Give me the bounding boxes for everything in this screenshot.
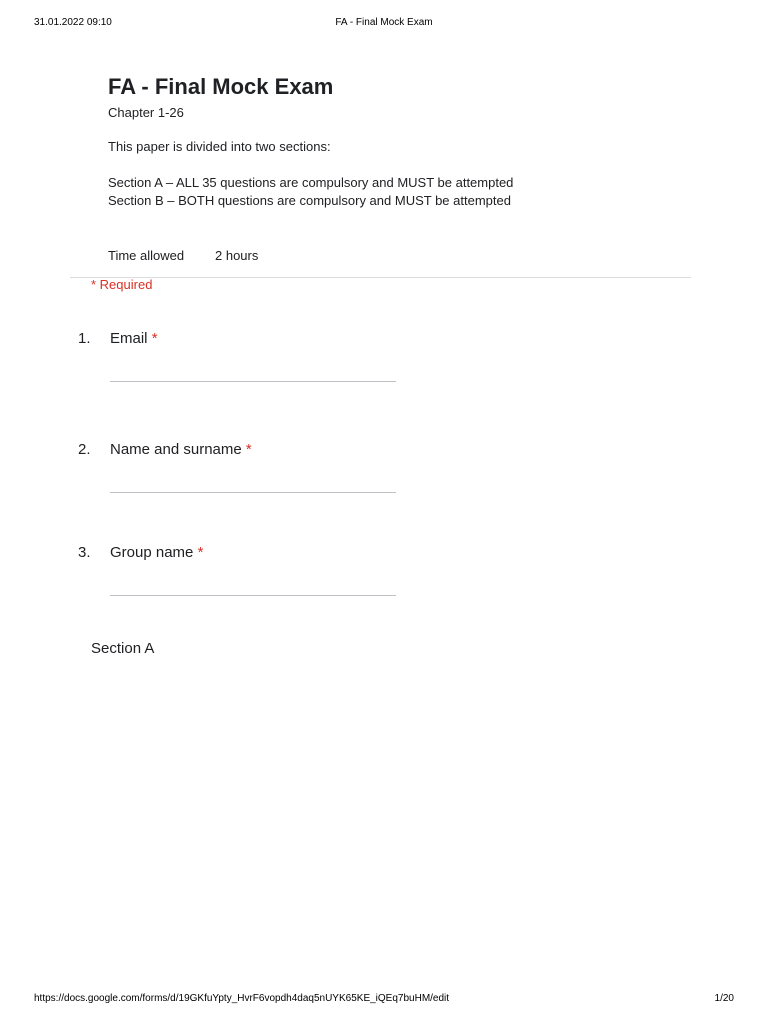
question-number: 1. (78, 330, 91, 347)
section-a-title: Section A (91, 640, 155, 657)
required-asterisk: * (151, 330, 158, 347)
description-intro: This paper is divided into two sections: (108, 139, 331, 154)
header-divider (70, 277, 691, 278)
description-section-a: Section A – ALL 35 questions are compulsory and MUST be attempted (108, 175, 514, 190)
question-label (110, 543, 203, 563)
question-label-text: Group name (110, 544, 194, 561)
question-label (110, 329, 158, 349)
form-subtitle: Chapter 1-26 (108, 105, 184, 120)
name-surname-input[interactable] (110, 462, 396, 493)
form-title: FA - Final Mock Exam (108, 74, 334, 99)
question-label-text: Email (110, 330, 148, 347)
print-footer (34, 993, 734, 1007)
group-name-input[interactable] (110, 565, 396, 596)
print-url: https://docs.google.com/forms/d/19GKfuYpty_HvrF6vopdh4daq5nUYK65KE_iQEq7buHM/edit (34, 993, 450, 1004)
required-asterisk: * (197, 544, 204, 561)
time-allowed-row (108, 247, 258, 265)
time-allowed-value: 2 hours (215, 248, 259, 263)
description-section-b: Section B – BOTH questions are compulsory and MUST be attempted (108, 193, 511, 208)
print-date: 31.01.2022 09:10 (34, 17, 112, 28)
email-input[interactable] (110, 351, 396, 382)
time-allowed-label: Time allowed (108, 248, 185, 263)
print-doc-title: FA - Final Mock Exam (335, 17, 433, 28)
required-asterisk: * (245, 441, 252, 458)
question-label (110, 440, 252, 460)
form-header (108, 73, 708, 122)
required-note: * Required (91, 277, 153, 292)
print-header (34, 17, 734, 31)
page-number: 1/20 (714, 993, 734, 1004)
question-label-text: Name and surname (110, 441, 242, 458)
question-number: 2. (78, 441, 91, 458)
question-number: 3. (78, 544, 91, 561)
